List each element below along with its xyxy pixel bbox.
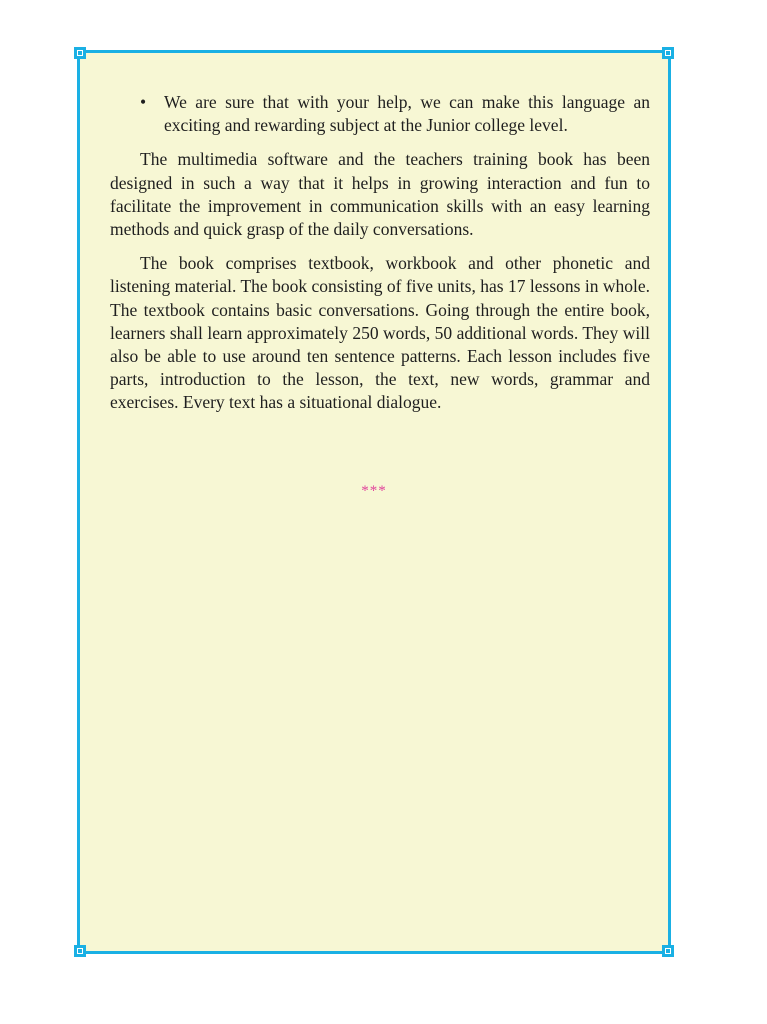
corner-ornament-bottom-right — [662, 945, 674, 957]
section-separator: *** — [361, 483, 387, 499]
corner-ornament-top-left — [74, 47, 86, 59]
corner-ornament-top-right — [662, 47, 674, 59]
paragraph-multimedia: The multimedia software and the teachers training book has been designed in such a way that it helps in growing interaction and fun to facilitate the improvement in communication skills with an easy learning methods and quick grasp of the daily conversations. — [110, 149, 650, 240]
paragraph-book-structure: The book comprises textbook, workbook and other phonetic and listening material. The book consisting of five units, has 17 lessons in whole. The textbook contains basic conversations. Going through the entire book, learners shall learn approximately 250 words, 50 additional words. They will also be able to use around ten sentence patterns. Each lesson includes five parts, introduction to the lesson, the text, new words, grammar and exercises. Every text has a situational dialogue. — [110, 253, 650, 413]
page-frame — [77, 50, 671, 954]
bullet-item — [110, 91, 650, 137]
bullet-icon: • — [140, 92, 147, 112]
page-content — [110, 91, 650, 426]
corner-ornament-bottom-left — [74, 945, 86, 957]
bullet-text: We are sure that with your help, we can make this language an exciting and rewarding subject at the Junior college level. — [164, 92, 650, 136]
